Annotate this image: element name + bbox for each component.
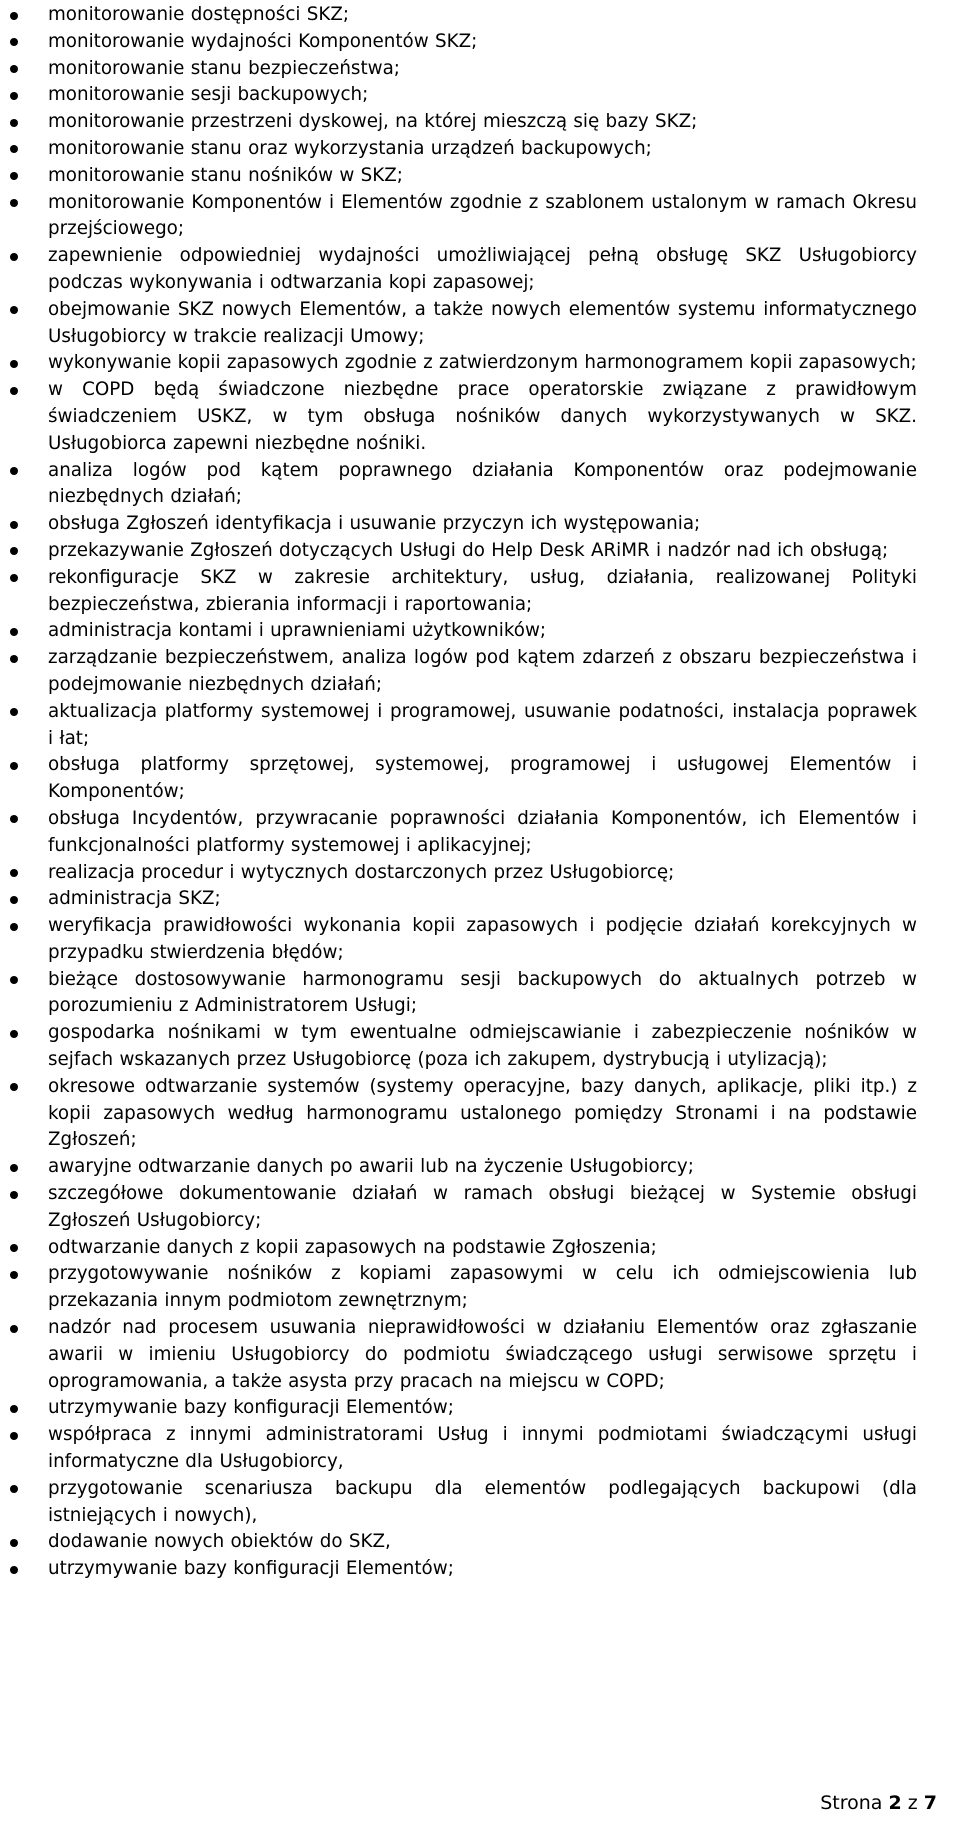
bullet-dot-icon	[10, 306, 18, 314]
list-item	[0, 136, 917, 163]
list-item-text: przygotowanie scenariusza backupu dla elementów podlegających backupowi (dla istniejących i nowych),	[48, 1477, 917, 1526]
list-item-text: nadzór nad procesem usuwania nieprawidłowości w działaniu Elementów oraz zgłaszanie awarii w imieniu Usługobiorcy do podmiotu świadczącego usługi serwisowe sprzętu i oprogramowania, a także asysta przy pracach na miejscu w COPD;	[48, 1317, 917, 1392]
bullet-dot-icon	[10, 1325, 18, 1333]
bullet-dot-icon	[10, 521, 18, 529]
bullet-dot-icon	[10, 869, 18, 877]
bullet-dot-icon	[10, 253, 18, 261]
list-item-text: utrzymywanie bazy konfiguracji Elementów;	[48, 1558, 454, 1580]
list-item	[0, 350, 917, 377]
list-item-text: monitorowanie stanu nośników w SKZ;	[48, 164, 403, 186]
list-item	[0, 1154, 917, 1181]
list-item	[0, 913, 917, 967]
list-item	[0, 1181, 917, 1235]
page-separator: z	[907, 1792, 918, 1814]
bullet-dot-icon	[10, 1164, 18, 1172]
bullet-dot-icon	[10, 708, 18, 716]
bullet-dot-icon	[10, 1405, 18, 1413]
list-item	[0, 1556, 917, 1583]
list-item-text: analiza logów pod kątem poprawnego działania Komponentów oraz podejmowanie niezbędnych działań;	[48, 459, 917, 508]
list-item-text: rekonfiguracje SKZ w zakresie architektury, usług, działania, realizowanej Polityki bezpieczeństwa, zbierania informacji i raportowania;	[48, 566, 917, 615]
bullet-dot-icon	[10, 896, 18, 904]
list-item-text: współpraca z innymi administratorami Usług i innymi podmiotami świadczącymi usługi informatyczne dla Usługobiorcy,	[48, 1424, 917, 1473]
list-item	[0, 377, 917, 457]
list-item-text: monitorowanie stanu bezpieczeństwa;	[48, 57, 400, 79]
list-item-text: aktualizacja platformy systemowej i programowej, usuwanie podatności, instalacja poprawek i łat;	[48, 700, 917, 749]
list-item	[0, 1315, 917, 1395]
list-item	[0, 56, 917, 83]
bullet-dot-icon	[10, 976, 18, 984]
total-page-count: 7	[923, 1792, 937, 1814]
list-item	[0, 163, 917, 190]
bullet-dot-icon	[10, 119, 18, 127]
bullet-dot-icon	[10, 1485, 18, 1493]
bullet-dot-icon	[10, 1083, 18, 1091]
list-item	[0, 243, 917, 297]
list-item-text: odtwarzanie danych z kopii zapasowych na podstawie Zgłoszenia;	[48, 1236, 657, 1258]
list-item	[0, 752, 917, 806]
list-item-text: realizacja procedur i wytycznych dostarczonych przez Usługobiorcę;	[48, 861, 675, 883]
list-item	[0, 860, 917, 887]
bullet-dot-icon	[10, 1432, 18, 1440]
list-item-text: przygotowywanie nośników z kopiami zapasowymi w celu ich odmiejscowienia lub przekazania innym podmiotom zewnętrznym;	[48, 1263, 917, 1312]
list-item	[0, 1476, 917, 1530]
list-item	[0, 458, 917, 512]
list-item	[0, 82, 917, 109]
bullet-dot-icon	[10, 172, 18, 180]
list-item-text: monitorowanie wydajności Komponentów SKZ;	[48, 30, 478, 52]
list-item-text: bieżące dostosowywanie harmonogramu sesji backupowych do aktualnych potrzeb w porozumieniu z Administratorem Usługi;	[48, 968, 917, 1017]
list-item-text: monitorowanie Komponentów i Elementów zgodnie z szablonem ustalonym w ramach Okresu przejściowego;	[48, 191, 917, 240]
current-page-number: 2	[888, 1792, 902, 1814]
bullet-dot-icon	[10, 1244, 18, 1252]
bullet-dot-icon	[10, 1539, 18, 1547]
bullet-dot-icon	[10, 815, 18, 823]
list-item	[0, 699, 917, 753]
list-item	[0, 645, 917, 699]
bullet-dot-icon	[10, 467, 18, 475]
list-item-text: szczegółowe dokumentowanie działań w ramach obsługi bieżącej w Systemie obsługi Zgłoszeń Usługobiorcy;	[48, 1183, 917, 1231]
bullet-dot-icon	[10, 1030, 18, 1038]
bullet-dot-icon	[10, 628, 18, 636]
list-item	[0, 190, 917, 244]
list-item-text: obsługa Zgłoszeń identyfikacja i usuwanie przyczyn ich występowania;	[48, 513, 701, 535]
list-item-text: monitorowanie dostępności SKZ;	[48, 4, 350, 25]
bullet-dot-icon	[10, 65, 18, 73]
list-item-text: w COPD będą świadczone niezbędne prace operatorskie związane z prawidłowym świadczeniem USKZ, w tym obsługa nośników danych wykorzystywanych w SKZ. Usługobiorca zapewni niezbędne nośniki.	[48, 379, 917, 454]
bullet-dot-icon	[10, 1566, 18, 1574]
bullet-dot-icon	[10, 38, 18, 46]
bullet-list	[0, 2, 960, 1583]
bullet-dot-icon	[10, 92, 18, 100]
bullet-dot-icon	[10, 655, 18, 663]
bullet-dot-icon	[10, 12, 18, 20]
bullet-dot-icon	[10, 547, 18, 555]
list-item	[0, 1261, 917, 1315]
bullet-dot-icon	[10, 360, 18, 368]
list-item-text: gospodarka nośnikami w tym ewentualne odmiejscawianie i zabezpieczenie nośników w sejfach wskazanych przez Usługobiorcę (poza ich zakupem, dystrybucją i utylizacją);	[48, 1022, 917, 1071]
list-item	[0, 618, 917, 645]
list-item-text: okresowe odtwarzanie systemów (systemy operacyjne, bazy danych, aplikacje, pliki itp.) z kopii zapasowych według harmonogramu ustalonego pomiędzy Stronami i na podstawie Zgłoszeń;	[48, 1075, 917, 1151]
list-item-text: zarządzanie bezpieczeństwem, analiza logów pod kątem zdarzeń z obszaru bezpieczeństwa i podejmowanie niezbędnych działań;	[48, 647, 917, 695]
bullet-dot-icon	[10, 145, 18, 153]
page-footer	[820, 1790, 937, 1816]
list-item	[0, 511, 917, 538]
list-item-text: obejmowanie SKZ nowych Elementów, a także nowych elementów systemu informatycznego Usługobiorcy w trakcie realizacji Umowy;	[48, 298, 917, 347]
list-item-text: monitorowanie przestrzeni dyskowej, na której mieszczą się bazy SKZ;	[48, 111, 698, 133]
list-item-text: wykonywanie kopii zapasowych zgodnie z zatwierdzonym harmonogramem kopii zapasowych;	[48, 352, 917, 374]
list-item-text: administracja kontami i uprawnieniami użytkowników;	[48, 620, 547, 642]
list-item	[0, 886, 917, 913]
list-item	[0, 565, 917, 619]
list-item	[0, 1422, 917, 1476]
list-item	[0, 967, 917, 1021]
bullet-dot-icon	[10, 923, 18, 931]
page-label: Strona	[820, 1792, 883, 1814]
bullet-dot-icon	[10, 762, 18, 770]
bullet-dot-icon	[10, 199, 18, 207]
list-item	[0, 806, 917, 860]
list-item	[0, 1074, 917, 1154]
bullet-dot-icon	[10, 1271, 18, 1279]
list-item-text: obsługa platformy sprzętowej, systemowej, programowej i usługowej Elementów i Komponentów;	[48, 754, 917, 803]
list-item	[0, 1235, 917, 1262]
list-item	[0, 538, 917, 565]
list-item	[0, 1529, 917, 1556]
list-item-text: utrzymywanie bazy konfiguracji Elementów;	[48, 1397, 454, 1419]
list-item	[0, 297, 917, 351]
list-item	[0, 29, 917, 56]
list-item-text: weryfikacja prawidłowości wykonania kopii zapasowych i podjęcie działań korekcyjnych w przypadku stwierdzenia błędów;	[48, 915, 917, 963]
list-item-text: przekazywanie Zgłoszeń dotyczących Usługi do Help Desk ARiMR i nadzór nad ich obsługą;	[48, 539, 889, 561]
list-item-text: monitorowanie sesji backupowych;	[48, 84, 369, 106]
list-item	[0, 1020, 917, 1074]
bullet-dot-icon	[10, 1191, 18, 1199]
list-item-text: obsługa Incydentów, przywracanie poprawności działania Komponentów, ich Elementów i funkcjonalności platformy systemowej i aplikacyjnej;	[48, 807, 917, 856]
list-item-text: administracja SKZ;	[48, 888, 221, 910]
list-item-text: dodawanie nowych obiektów do SKZ,	[48, 1531, 391, 1553]
list-item	[0, 109, 917, 136]
bullet-dot-icon	[10, 387, 18, 395]
bullet-dot-icon	[10, 574, 18, 582]
list-item	[0, 2, 917, 29]
list-item-text: monitorowanie stanu oraz wykorzystania urządzeń backupowych;	[48, 137, 652, 159]
list-item-text: zapewnienie odpowiedniej wydajności umożliwiającej pełną obsługę SKZ Usługobiorcy podczas wykonywania i odtwarzania kopi zapasowej;	[48, 245, 917, 293]
list-item-text: awaryjne odtwarzanie danych po awarii lub na życzenie Usługobiorcy;	[48, 1156, 694, 1178]
list-item	[0, 1395, 917, 1422]
